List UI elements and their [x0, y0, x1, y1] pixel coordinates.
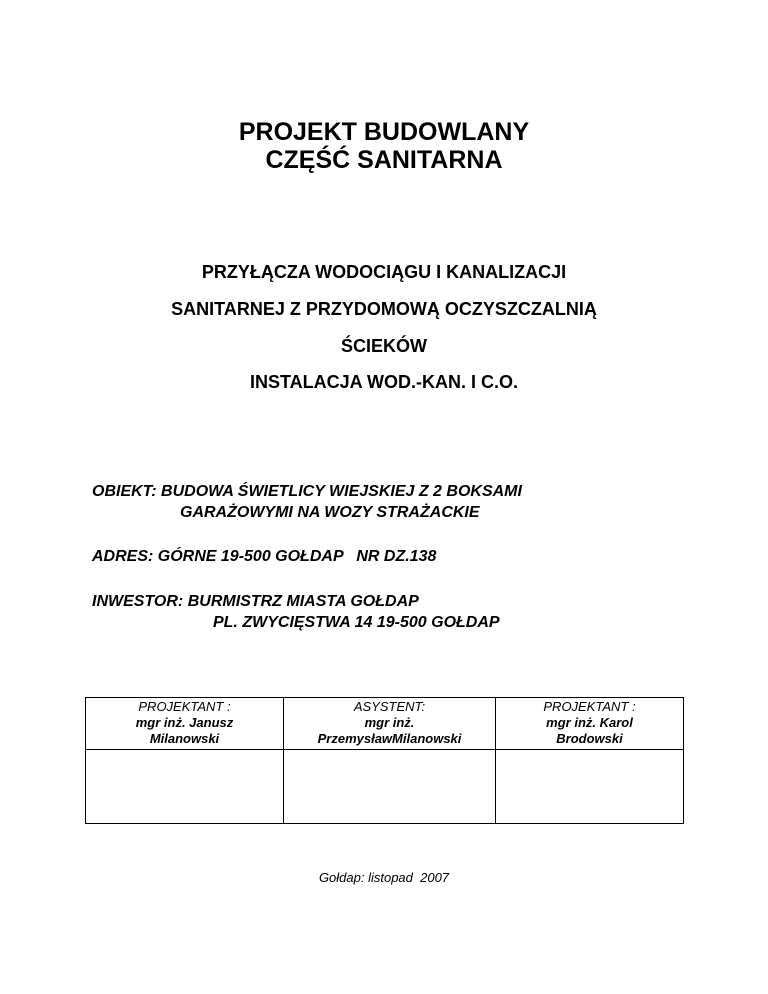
object-line-1: OBIEKT: BUDOWA ŚWIETLICY WIEJSKIEJ Z 2 BOKSAMI: [92, 483, 522, 500]
scope-line-4: INSTALACJA WOD.-KAN. I C.O.: [250, 372, 518, 392]
designer-1-cell: [86, 698, 284, 750]
document-subtitle: CZĘŚĆ SANITARNA: [265, 146, 503, 174]
investor-line-1: INWESTOR: BURMISTRZ MIASTA GOŁDAP: [92, 593, 419, 610]
assistant-signature-box: [284, 750, 496, 824]
designer-2-name-line-2: Brodowski: [556, 731, 623, 746]
scope-line-2: SANITARNEJ Z PRZYDOMOWĄ OCZYSZCZALNIĄ: [171, 299, 597, 319]
scope-line-3: ŚCIEKÓW: [340, 336, 427, 356]
place-and-date: Gołdap: listopad 2007: [318, 870, 450, 885]
address: ADRES: GÓRNE 19-500 GOŁDAP NR DZ.138: [92, 548, 437, 565]
assistant-name-line-1: mgr inż.: [364, 715, 415, 730]
assistant-role: ASYSTENT:: [353, 699, 426, 714]
designer-2-role: PROJEKTANT :: [543, 699, 636, 714]
designer-1-signature-box: [86, 750, 284, 824]
designer-2-signature-box: [496, 750, 684, 824]
assistant-name-line-2: PrzemysławMilanowski: [317, 731, 462, 746]
scope-line-1: PRZYŁĄCZA WODOCIĄGU I KANALIZACJI: [201, 262, 567, 282]
designer-1-name-line-2: Milanowski: [149, 731, 220, 746]
designer-1-name-line-1: mgr inż. Janusz: [135, 715, 234, 730]
designer-2-cell: [496, 698, 684, 750]
designer-2-name-line-1: mgr inż. Karol: [546, 715, 633, 730]
assistant-cell: [284, 698, 496, 750]
document-title: PROJEKT BUDOWLANY: [238, 118, 530, 146]
investor-line-2: PL. ZWYCIĘSTWA 14 19-500 GOŁDAP: [213, 614, 500, 631]
object-line-2: GARAŻOWYMI NA WOZY STRAŻACKIE: [180, 504, 480, 521]
signature-table: [85, 697, 684, 824]
designer-1-role: PROJEKTANT :: [138, 699, 231, 714]
